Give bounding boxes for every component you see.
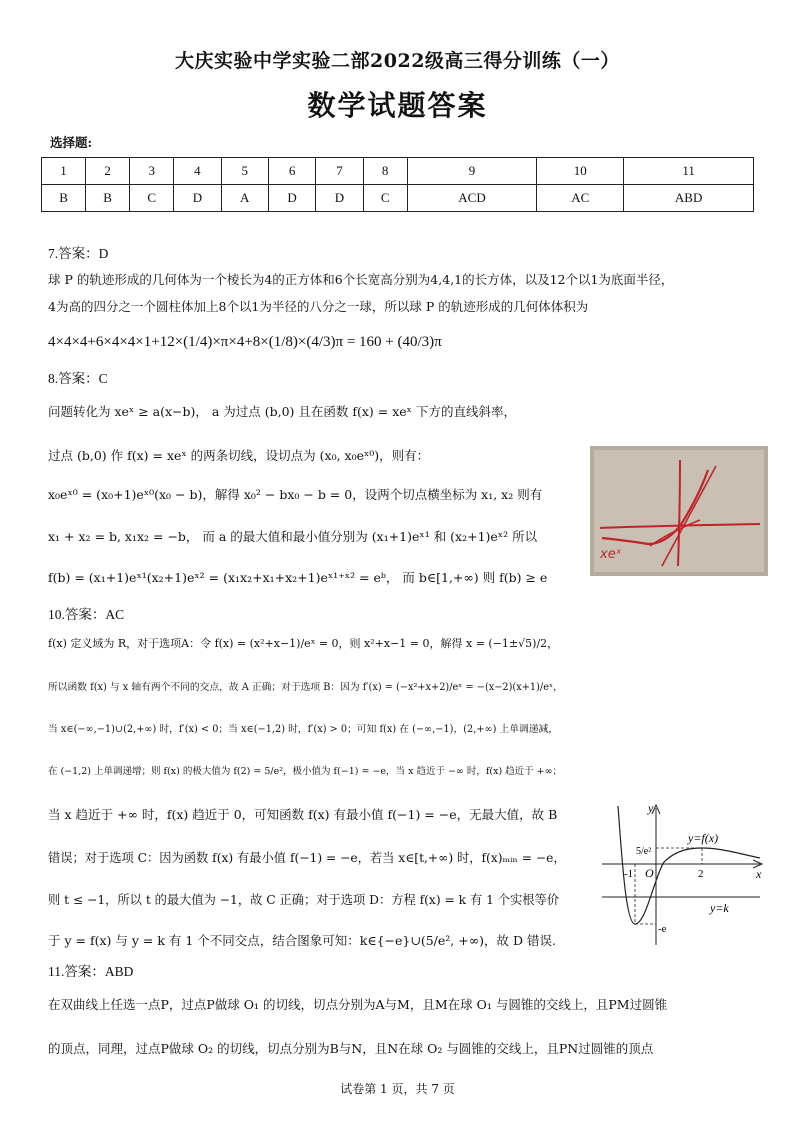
- x-axis-label: x: [756, 867, 762, 881]
- origin-label: O: [645, 866, 654, 880]
- explanation-line: 在双曲线上任选一点P，过点P做球 O₁ 的切线，切点分别为A与M，且M在球 O₁ 与圆锥的交线上，且PM过圆锥: [48, 997, 668, 1012]
- explanation-line: f(x) 定义域为 R，对于选项A：令 f(x) = (x²+x−1)/eˣ = 0，则 x²+x−1 = 0，解得 x = (−1±√5)/2，: [48, 637, 559, 650]
- explanation-line: 则 t ≤ −1，所以 t 的最大值为 −1，故 C 正确；对于选项 D：方程 f(x) = k 有 1 个实根等价: [48, 893, 560, 907]
- q-number: 10: [537, 158, 624, 185]
- function-graph: [598, 800, 770, 950]
- q-answer: D: [174, 185, 221, 212]
- q-number: 5: [221, 158, 268, 185]
- q-answer: ACD: [407, 185, 537, 212]
- explanation-line: 所以函数 f(x) 与 x 轴有两个不同的交点，故 A 正确；对于选项 B：因为 f′(x) = (−x²+x+2)/eˣ = −(x−2)(x+1)/eˣ，: [48, 682, 563, 693]
- tick-neg1-label: -1: [624, 868, 634, 880]
- explanation-line: 在 (−1,2) 上单调递增；则 f(x) 的极大值为 f(2) = 5/e²，极小值为 f(−1) = −e，当 x 趋近于 −∞ 时，f(x) 趋近于 +∞；: [48, 766, 563, 777]
- q-answer: D: [316, 185, 363, 212]
- q-answer: ABD: [624, 185, 754, 212]
- q-number: 9: [407, 158, 537, 185]
- q-number: 11: [624, 158, 754, 185]
- explanation-line: 于 y = f(x) 与 y = k 有 1 个不同交点，结合图象可知：k∈{−e}∪(5/e², +∞)，故 D 错误.: [48, 933, 556, 948]
- sketch-photo: [590, 446, 768, 576]
- explanation-line: 错误；对于选项 C：因为函数 f(x) 有最小值 f(−1) = −e，若当 x∈[t,+∞) 时，f(x)ₘᵢₙ = −e，: [48, 851, 566, 865]
- q-answer: B: [86, 185, 130, 212]
- q-answer: C: [363, 185, 407, 212]
- q-number: 1: [42, 158, 86, 185]
- line-label: y=k: [710, 901, 729, 915]
- explanation-line: 4为高的四分之一个圆柱体加上8个以1为半径的八分之一球，所以球 P 的轨迹形成的几何体体积为: [48, 299, 589, 314]
- q-number: 6: [268, 158, 315, 185]
- q-answer: AC: [537, 185, 624, 212]
- page-footer: 试卷第 1 页，共 7 页: [340, 1082, 455, 1096]
- explanation-line: 球 P 的轨迹形成的几何体为一个棱长为4的正方体和6个长宽高分别为4,4,1的长方体，以及12个以1为底面半径，: [48, 272, 674, 287]
- q-number: 4: [174, 158, 221, 185]
- q-answer: D: [268, 185, 315, 212]
- explanation-line: 的顶点，同理，过点P做球 O₂ 的切线，切点分别为B与N，且N在球 O₂ 与圆锥的交线上，且PN过圆锥的顶点: [48, 1041, 654, 1056]
- q-number: 8: [363, 158, 407, 185]
- answer-heading-q10: 10.答案：AC: [48, 607, 125, 622]
- explanation-line: 当 x∈(−∞,−1)∪(2,+∞) 时，f′(x) < 0；当 x∈(−1,2) 时，f′(x) > 0；可知 f(x) 在 (−∞,−1)，(2,+∞) 上单调递减，: [48, 724, 559, 735]
- q-answer: B: [42, 185, 86, 212]
- answer-heading-q11: 11.答案：ABD: [48, 964, 134, 979]
- curve-label: y=f(x): [688, 831, 719, 845]
- section-label: 选择题:: [50, 135, 93, 150]
- explanation-line: f(b) = (x₁+1)eˣ¹(x₂+1)eˣ² = (x₁x₂+x₁+x₂+1)eˣ¹⁺ˣ² = eᵇ， 而 b∈[1,+∞) 则 f(b) ≥ e: [48, 570, 548, 585]
- q-number: 2: [86, 158, 130, 185]
- tick-2-label: 2: [698, 868, 704, 880]
- exam-subtitle: 数学试题答案: [307, 89, 488, 122]
- q-answer: C: [130, 185, 174, 212]
- explanation-line: 过点 (b,0) 作 f(x) = xeˣ 的两条切线，设切点为 (x₀, x₀eˣ⁰)，则有：: [48, 448, 430, 463]
- function-curve: [618, 806, 760, 924]
- q-answer: A: [221, 185, 268, 212]
- answer-heading-q7: 7.答案：D: [48, 246, 109, 261]
- min-value-label: -e: [658, 923, 667, 935]
- explanation-line: 当 x 趋近于 +∞ 时，f(x) 趋近于 0，可知函数 f(x) 有最小值 f(−1) = −e，无最大值，故 B: [48, 807, 558, 822]
- explanation-line: x₀eˣ⁰ = (x₀+1)eˣ⁰(x₀ − b)，解得 x₀² − bx₀ − b = 0，设两个切点横坐标为 x₁, x₂ 则有: [48, 487, 543, 502]
- q-number: 7: [316, 158, 363, 185]
- exam-title: 大庆实验中学实验二部2022级高三得分训练（一）: [175, 50, 620, 72]
- answer-table-answer-row: [42, 185, 754, 212]
- y-axis-label: y: [648, 801, 654, 815]
- sketch-label: xeˣ: [600, 547, 622, 562]
- q-number: 3: [130, 158, 174, 185]
- answer-heading-q8: 8.答案：C: [48, 371, 108, 386]
- explanation-line: x₁ + x₂ = b, x₁x₂ = −b， 而 a 的最大值和最小值分别为 (x₁+1)eˣ¹ 和 (x₂+1)eˣ² 所以: [48, 529, 538, 544]
- explanation-line: 问题转化为 xeˣ ≥ a(x−b)， a 为过点 (b,0) 且在函数 f(x) = xeˣ 下方的直线斜率，: [48, 404, 516, 419]
- answer-table-number-row: [42, 158, 754, 185]
- max-value-label: 5/e²: [636, 846, 652, 857]
- answer-table: [41, 157, 754, 212]
- formula-line: 4×4×4+6×4×4×1+12×(1/4)×π×4+8×(1/8)×(4/3)π = 160 + (40/3)π: [48, 334, 442, 350]
